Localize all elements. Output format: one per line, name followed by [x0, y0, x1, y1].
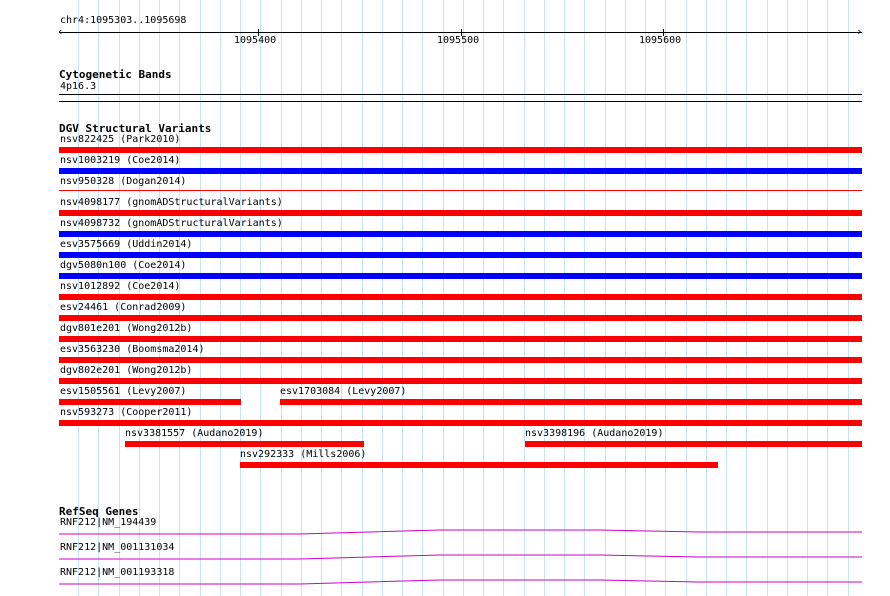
feature-label[interactable]: nsv593273 (Cooper2011): [60, 407, 193, 418]
feature-label[interactable]: esv24461 (Conrad2009): [60, 302, 187, 313]
ruler-tick-label-3: 1095600: [639, 35, 682, 46]
sv-feature-bar[interactable]: [280, 399, 862, 405]
region-label: chr4:1095303..1095698: [60, 15, 187, 26]
gene-label[interactable]: RNF212|NM_194439: [60, 517, 157, 528]
dgv-track-title: DGV Structural Variants: [59, 122, 212, 135]
ruler-left-arrow: ‹: [57, 25, 64, 38]
gene-line: [59, 580, 862, 584]
gene-model[interactable]: [0, 528, 890, 540]
feature-label[interactable]: dgv5080n100 (Coe2014): [60, 260, 187, 271]
feature-label[interactable]: esv1703084 (Levy2007): [280, 386, 407, 397]
sv-feature-bar[interactable]: [59, 273, 862, 279]
sv-feature-bar[interactable]: [59, 190, 862, 191]
feature-label[interactable]: nsv292333 (Mills2006): [240, 449, 367, 460]
ruler-tick-label-1: 1095400: [234, 35, 277, 46]
ruler-tick-label-2: 1095500: [437, 35, 480, 46]
gene-model[interactable]: [0, 553, 890, 565]
sv-feature-bar[interactable]: [525, 441, 862, 447]
feature-label[interactable]: nsv822425 (Park2010): [60, 134, 181, 145]
feature-label[interactable]: esv1505561 (Levy2007): [60, 386, 187, 397]
sv-feature-bar[interactable]: [59, 168, 862, 174]
sv-feature-bar[interactable]: [59, 231, 862, 237]
sv-feature-bar[interactable]: [59, 420, 862, 426]
gene-line: [59, 555, 862, 559]
sv-feature-bar[interactable]: [59, 294, 862, 300]
sv-feature-bar[interactable]: [59, 378, 862, 384]
sv-feature-bar[interactable]: [59, 252, 862, 258]
sv-feature-bar[interactable]: [125, 441, 364, 447]
gene-label[interactable]: RNF212|NM_001131034: [60, 542, 175, 553]
feature-label[interactable]: nsv3398196 (Audano2019): [525, 428, 664, 439]
cytoband-top-line: [59, 94, 862, 95]
gene-line: [59, 530, 862, 534]
sv-feature-bar[interactable]: [240, 462, 718, 468]
feature-label[interactable]: nsv4098177 (gnomADStructuralVariants): [60, 197, 283, 208]
feature-label[interactable]: dgv801e201 (Wong2012b): [60, 323, 193, 334]
sv-feature-bar[interactable]: [59, 336, 862, 342]
sv-feature-bar[interactable]: [59, 399, 241, 405]
cytoband-label: 4p16.3: [60, 81, 97, 92]
feature-label[interactable]: nsv1012892 (Coe2014): [60, 281, 181, 292]
feature-label[interactable]: dgv802e201 (Wong2012b): [60, 365, 193, 376]
cytoband-track-title: Cytogenetic Bands: [59, 68, 172, 81]
feature-label[interactable]: esv3575669 (Uddin2014): [60, 239, 193, 250]
feature-label[interactable]: nsv1003219 (Coe2014): [60, 155, 181, 166]
feature-label[interactable]: nsv950328 (Dogan2014): [60, 176, 187, 187]
ruler-right-arrow: ›: [856, 25, 863, 38]
sv-feature-bar[interactable]: [59, 315, 862, 321]
sv-feature-bar[interactable]: [59, 357, 862, 363]
refseq-track-title: RefSeq Genes: [59, 505, 139, 518]
feature-label[interactable]: esv3563230 (Boomsma2014): [60, 344, 205, 355]
gene-model[interactable]: [0, 578, 890, 590]
gene-label[interactable]: RNF212|NM_001193318: [60, 567, 175, 578]
sv-feature-bar[interactable]: [59, 210, 862, 216]
feature-label[interactable]: nsv3381557 (Audano2019): [125, 428, 264, 439]
feature-label[interactable]: nsv4098732 (gnomADStructuralVariants): [60, 218, 283, 229]
cytoband-bottom-line: [59, 101, 862, 102]
sv-feature-bar[interactable]: [59, 147, 862, 153]
